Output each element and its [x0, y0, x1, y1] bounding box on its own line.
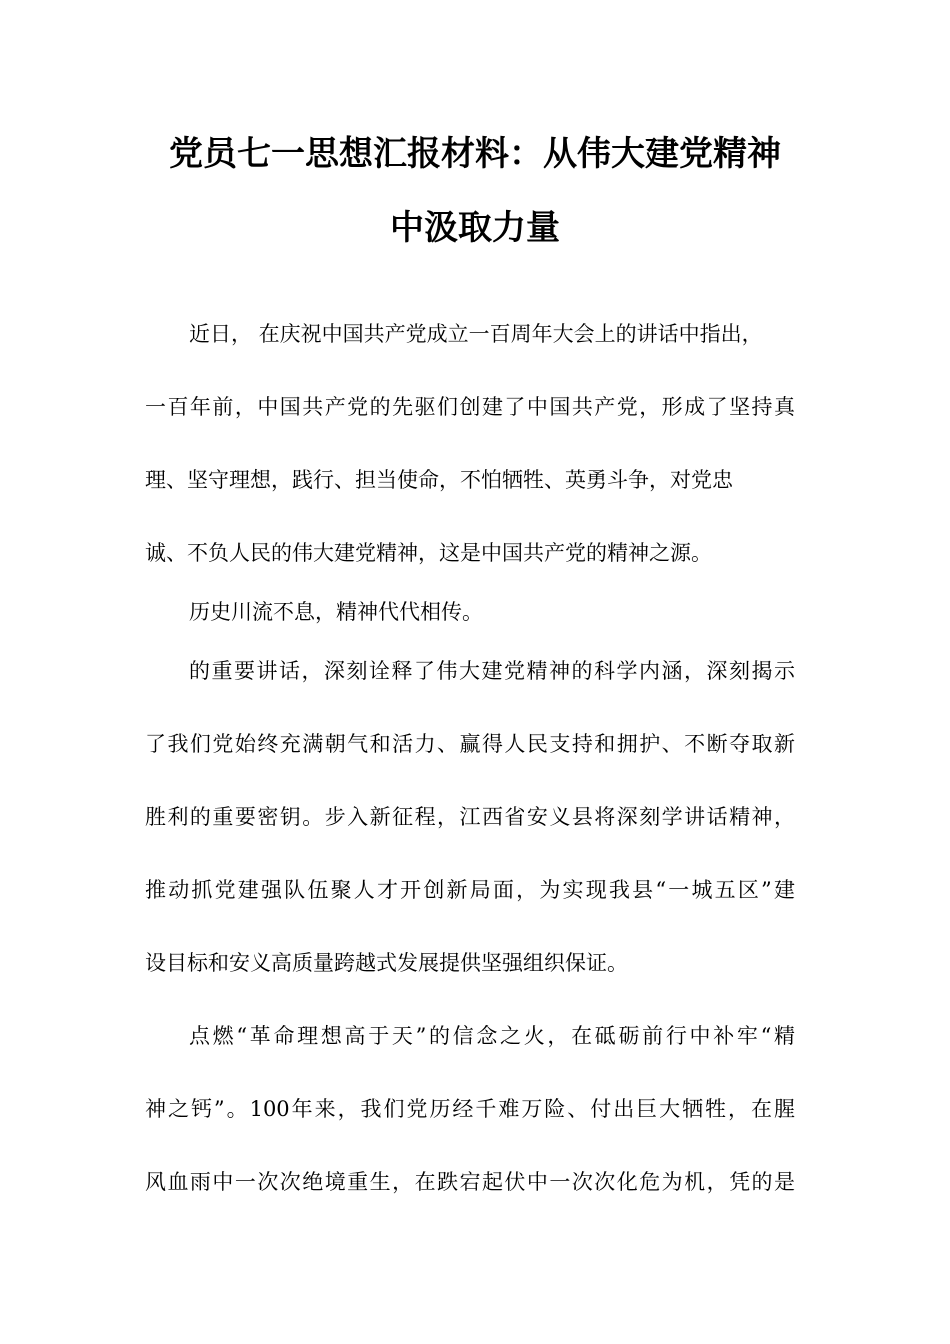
paragraph-line: 风血雨中一次次绝境重生，在跌宕起伏中一次次化危为机，凭的是	[145, 1170, 795, 1194]
paragraph-line: 的重要讲话，深刻诠释了伟大建党精神的科学内涵，深刻揭示	[189, 659, 795, 683]
document-title	[100, 128, 850, 254]
paragraph-line: 一百年前，中国共产党的先驱们创建了中国共产党，形成了坚持真	[145, 395, 795, 419]
paragraph-line: 胜利的重要密钥。步入新征程，江西省安义县将深刻学讲话精神，	[145, 805, 795, 829]
paragraph-line: 设目标和安义高质量跨越式发展提供坚强组织保证。	[145, 951, 628, 975]
paragraph-line: 点燃“革命理想高于天”的信念之火，在砥砺前行中补牢“精	[189, 1024, 795, 1048]
paragraph-line: 诚、不负人民的伟大建党精神，这是中国共产党的精神之源。	[145, 541, 712, 565]
document-body	[145, 313, 795, 1234]
paragraph-line: 近日， 在庆祝中国共产党成立一百周年大会上的讲话中指出，	[189, 322, 763, 346]
paragraph-line: 历史川流不息，精神代代相传。	[189, 600, 483, 624]
paragraph-line: 了我们党始终充满朝气和活力、赢得人民支持和拥护、不断夺取新	[145, 732, 795, 756]
title-line-2: 中汲取力量	[390, 208, 560, 248]
paragraph-line: 理、坚守理想，践行、担当使命，不怕牺牲、英勇斗争，对党忠	[145, 468, 733, 492]
paragraph-line: 神之钙”。100年来，我们党历经千难万险、付出巨大牺牲，在腥	[145, 1097, 795, 1121]
paragraph-line: 推动抓党建强队伍聚人才开创新局面，为实现我县“一城五区”建	[145, 878, 795, 902]
title-line-1: 党员七一思想汇报材料：从伟大建党精神	[169, 134, 781, 174]
